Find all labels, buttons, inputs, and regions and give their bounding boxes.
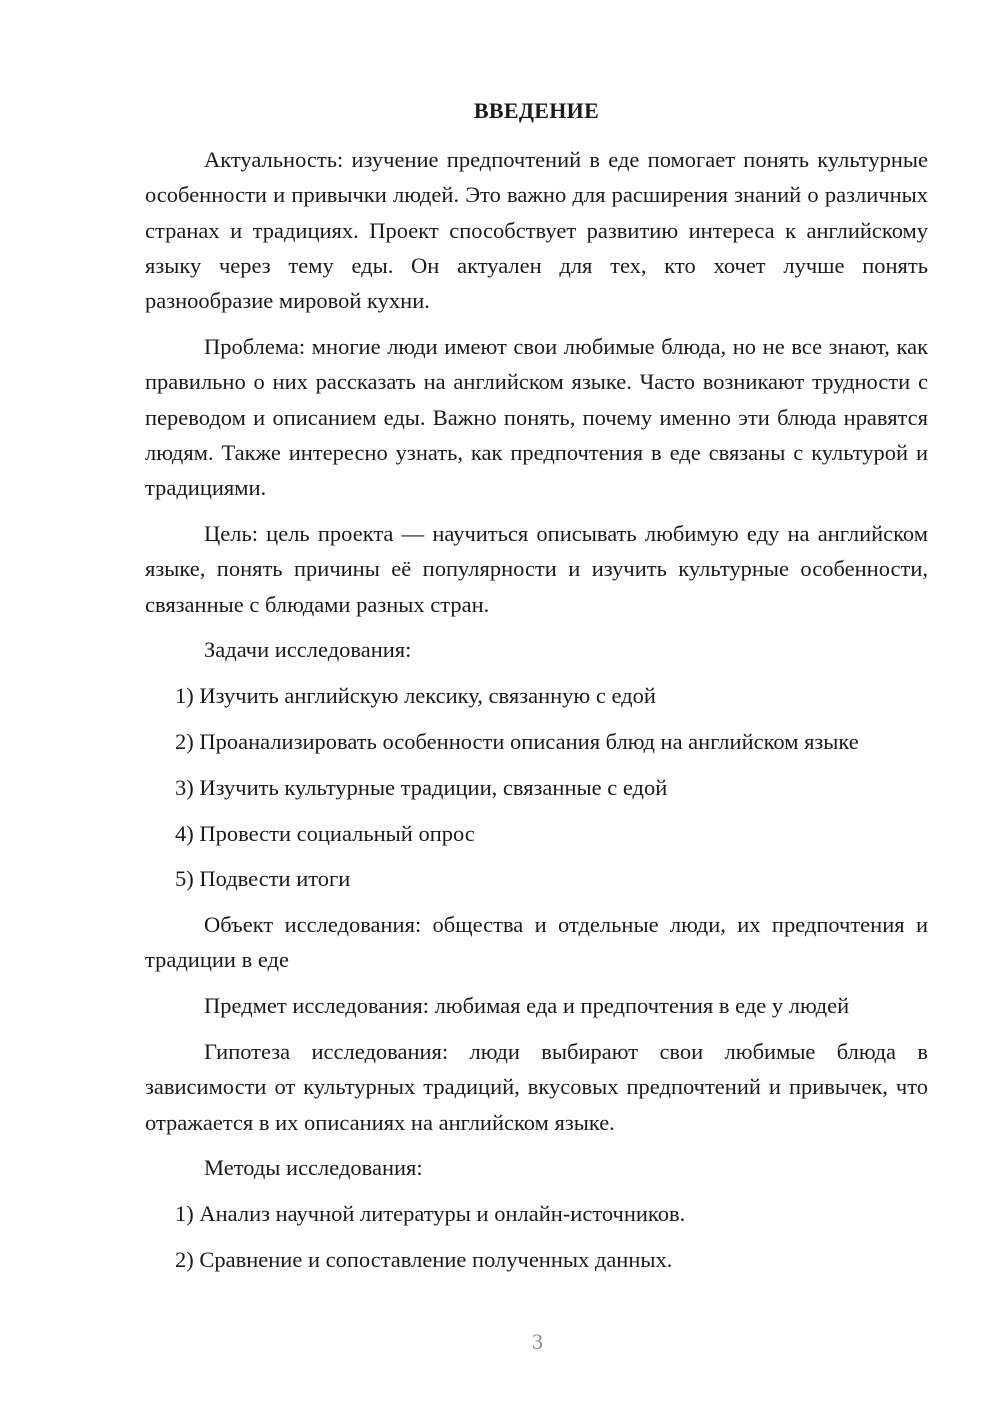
- task-item-4: 4) Провести социальный опрос: [175, 820, 475, 846]
- page-title: ВВЕДЕНИЕ: [473, 98, 600, 123]
- task-item-5: 5) Подвести итоги: [175, 866, 351, 892]
- paragraph-goal: Цель: цель проекта — научиться описывать любимую еду на английском языке, понять причины её популярности и изучить культурные особенности, связанные с блюдами разных стран.: [145, 520, 928, 617]
- document-body: [145, 142, 928, 1288]
- paragraph-object: Объект исследования: общества и отдельные люди, их предпочтения и традиции в еде: [145, 912, 928, 973]
- task-item-1: 1) Изучить английскую лексику, связанную с едой: [175, 683, 656, 709]
- tasks-heading: Задачи исследования:: [204, 637, 412, 663]
- paragraph-relevance: Актуальность: изучение предпочтений в еде помогает понять культурные особенности и привычки людей. Это важно для расширения знаний о различных странах и традициях. Проект способствует развитию интереса к английскому языку через тему еды. Он актуален для тех, кто хочет лучше понять разнообразие мировой кухни.: [145, 147, 928, 314]
- methods-heading: Методы исследования:: [204, 1155, 423, 1181]
- method-item-2: 2) Сравнение и сопоставление полученных данных.: [175, 1247, 673, 1273]
- paragraph-subject: Предмет исследования: любимая еда и предпочтения в еде у людей: [204, 993, 850, 1019]
- page-number: 3: [532, 1329, 543, 1354]
- paragraph-hypothesis: Гипотеза исследования: люди выбирают свои любимые блюда в зависимости от культурных традиций, вкусовых предпочтений и привычек, что отражается в их описаниях на английском языке.: [145, 1039, 928, 1135]
- paragraph-problem: Проблема: многие люди имеют свои любимые блюда, но не все знают, как правильно о них рассказать на английском языке. Часто возникают трудности с переводом и описанием еды. Важно понять, почему именно эти блюда нравятся людям. Также интересно узнать, как предпочтения в еде связаны с культурой и традициями.: [145, 333, 928, 501]
- task-item-3: 3) Изучить культурные традиции, связанные с едой: [175, 774, 668, 800]
- task-item-2: 2) Проанализировать особенности описания блюд на английском языке: [175, 728, 859, 754]
- method-item-1: 1) Анализ научной литературы и онлайн-источников.: [175, 1201, 686, 1227]
